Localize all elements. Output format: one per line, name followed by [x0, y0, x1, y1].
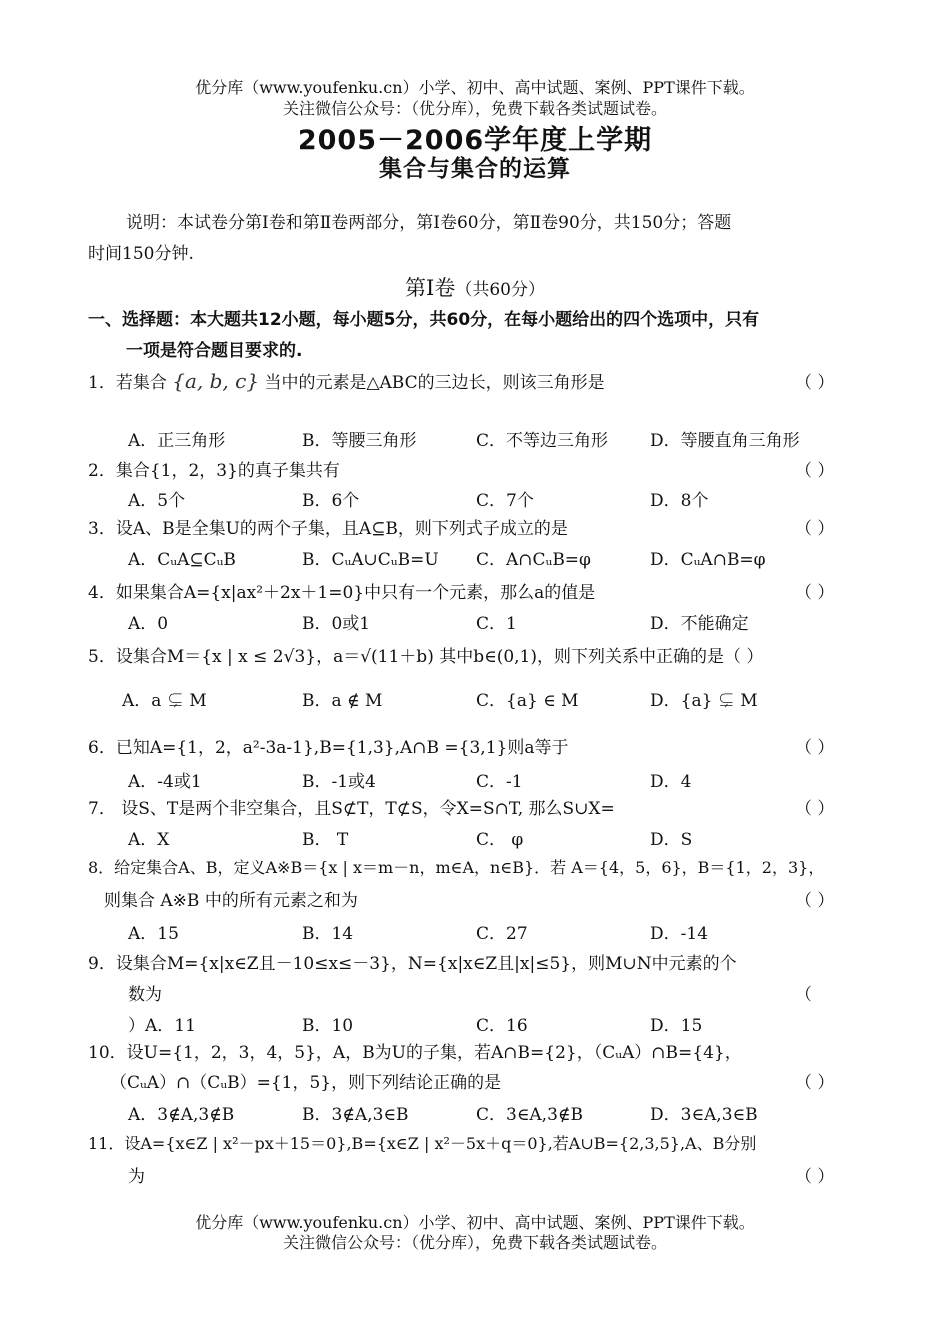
q10-option-b: B．3∉A,3∈B: [302, 1105, 409, 1125]
q5-option-d: D．{a} ⊊ M: [650, 691, 758, 711]
question-6-stem: 6．已知A={1，2，a²-3a-1},B={1,3},A∩B ={3,1}则a等于: [88, 738, 569, 758]
footer-line-2: 关注微信公众号：（优分库），免费下载各类试题试卷。: [282, 1233, 667, 1252]
question-5-stem: 5．设集合M＝{x | x ≤ 2√3}，a＝√(11＋b) 其中b∈(0,1)，则下列关系中正确的是（ ）: [88, 647, 764, 667]
q7-option-d: D．S: [650, 830, 693, 850]
part-label: 第Ⅰ卷: [405, 276, 456, 300]
q2-option-b: B．6个: [302, 491, 360, 511]
q9-option-b: B．10: [302, 1016, 354, 1036]
q3-option-c: C．A∩CᵤB=φ: [476, 550, 591, 570]
q6-option-d: D．4: [650, 772, 692, 792]
q1-option-d: D．等腰直角三角形: [650, 431, 800, 451]
q8-option-d: D．-14: [650, 924, 709, 944]
header-line-2: 关注微信公众号：（优分库），免费下载各类试题试卷。: [282, 99, 667, 118]
q7-answer-paren: （ ）: [795, 799, 835, 819]
part-heading: [0, 272, 950, 302]
q4-option-c: C．1: [476, 614, 517, 634]
q3-answer-paren: （ ）: [795, 519, 835, 539]
q9-option-a: ）A．11: [128, 1016, 196, 1036]
q10-option-c: C．3∈A,3∉B: [476, 1105, 583, 1125]
question-7-stem: 7． 设S、T是两个非空集合，且S⊄T，T⊄S，令X=S∩T, 那么S∪X=: [88, 799, 615, 819]
q4-option-b: B．0或1: [302, 614, 371, 634]
question-2-stem: 2．集合{1，2，3}的真子集共有: [88, 461, 340, 481]
q6-answer-paren: （ ）: [795, 738, 835, 758]
question-8-stem-line-1: 8．给定集合A、B，定义A※B＝{x | x＝m－n，m∈A，n∈B}．若 A＝{4，5，6}，B＝{1，2，3}，: [88, 858, 825, 877]
question-11-stem-line-2: 为: [128, 1167, 145, 1187]
section-heading-line-2: 一项是符合题目要求的.: [126, 341, 303, 361]
question-4-stem: 4．如果集合A={x|ax²＋2x＋1=0}中只有一个元素，那么a的值是: [88, 583, 596, 603]
q3-option-b: B．CᵤA∪CᵤB=U: [302, 550, 439, 570]
q11-answer-paren: （ ）: [795, 1167, 835, 1187]
q4-option-d: D．不能确定: [650, 614, 749, 634]
q8-option-b: B．14: [302, 924, 354, 944]
section-heading-line-1: 一、选择题：本大题共12小题，每小题5分，共60分，在每小题给出的四个选项中，只有: [88, 310, 760, 330]
q10-answer-paren: （ ）: [795, 1073, 835, 1093]
q2-answer-paren: （ ）: [795, 461, 835, 481]
q1-answer-paren: （ ）: [795, 373, 835, 393]
q9-answer-paren-open: （: [795, 985, 812, 1005]
question-10-stem-line-1: 10．设U={1，2，3，4，5}，A，B为U的子集，若A∩B={2}，（CᵤA）∩B={4}，: [88, 1043, 742, 1063]
q5-option-b: B．a ∉ M: [302, 691, 383, 711]
q2-option-a: A．5个: [128, 491, 186, 511]
q7-option-c: C． φ: [476, 830, 524, 850]
question-9-stem-line-2: 数为: [128, 985, 162, 1005]
q8-answer-paren: （ ）: [795, 891, 835, 911]
q7-option-a: A．X: [128, 830, 170, 850]
q3-option-a: A．CᵤA⊆CᵤB: [128, 550, 236, 570]
question-11-stem-line-1: 11．设A={x∈Z | x²－px＋15＝0},B={x∈Z | x²－5x＋q＝0},若A∪B={2,3,5},A、B分别: [88, 1134, 757, 1153]
question-10-stem-line-2: （CᵤA）∩（CᵤB）={1，5}，则下列结论正确的是: [110, 1073, 502, 1093]
question-8-stem-line-2: 则集合 A※B 中的所有元素之和为: [104, 891, 358, 911]
q4-answer-paren: （ ）: [795, 583, 835, 603]
q1-option-a: A．正三角形: [128, 431, 226, 451]
q8-option-c: C．27: [476, 924, 528, 944]
q7-option-b: B． T: [302, 830, 349, 850]
q8-option-a: A．15: [128, 924, 179, 944]
question-3-stem: 3．设A、B是全集U的两个子集，且A⊆B，则下列式子成立的是: [88, 519, 568, 539]
q10-option-a: A．3∉A,3∉B: [128, 1105, 235, 1125]
q1-option-b: B．等腰三角形: [302, 431, 417, 451]
q6-option-b: B．-1或4: [302, 772, 376, 792]
question-1-stem: [88, 368, 605, 393]
q10-option-d: D．3∈A,3∈B: [650, 1105, 758, 1125]
q5-option-a: A．a ⊊ M: [122, 691, 207, 711]
q1-stem-b: 当中的元素是△ABC的三边长，则该三角形是: [264, 373, 605, 393]
q1-option-c: C．不等边三角形: [476, 431, 609, 451]
q2-option-c: C．7个: [476, 491, 534, 511]
question-9-stem-line-1: 9．设集合M={x|x∈Z且－10≤x≤－3}，N={x|x∈Z且|x|≤5}，则M∪N中元素的个: [88, 954, 737, 974]
header-line-1: 优分库（www.youfenku.cn）小学、初中、高中试题、案例、PPT课件下载。: [195, 78, 755, 97]
q4-option-a: A．0: [128, 614, 169, 634]
page-title: 2005－2006学年度上学期: [297, 125, 653, 156]
q9-option-d: D．15: [650, 1016, 703, 1036]
q6-option-c: C．-1: [476, 772, 523, 792]
instructions-line-2: 时间150分钟.: [88, 244, 194, 264]
q1-stem-a: 1．若集合: [88, 373, 167, 393]
instructions-line-1: 说明：本试卷分第Ⅰ卷和第Ⅱ卷两部分，第Ⅰ卷60分，第Ⅱ卷90分，共150分；答题: [126, 213, 732, 233]
q5-option-c: C．{a} ∈ M: [476, 691, 579, 711]
q6-option-a: A．-4或1: [128, 772, 202, 792]
page-subtitle: 集合与集合的运算: [379, 156, 571, 182]
q9-option-c: C．16: [476, 1016, 528, 1036]
q3-option-d: D．CᵤA∩B=φ: [650, 550, 766, 570]
part-score: （共60分）: [455, 280, 545, 300]
q1-set-expr: {a, b, c}: [172, 369, 260, 393]
footer-line-1: 优分库（www.youfenku.cn）小学、初中、高中试题、案例、PPT课件下载。: [195, 1213, 755, 1232]
q2-option-d: D．8个: [650, 491, 709, 511]
